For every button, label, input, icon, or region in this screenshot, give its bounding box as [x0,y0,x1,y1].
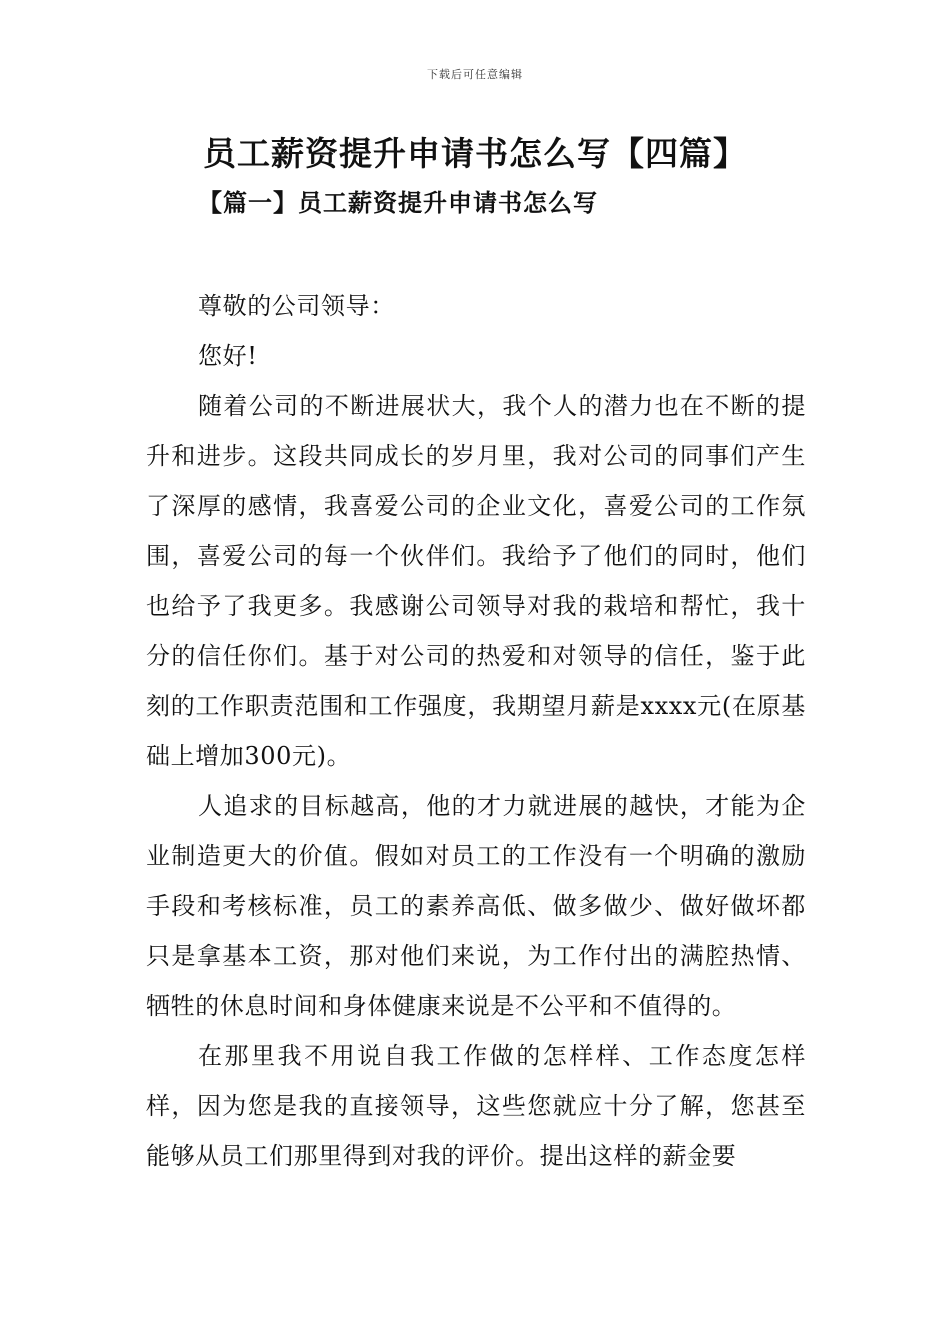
letter-body [146,281,806,1181]
paragraph: 随着公司的不断进展状大，我个人的潜力也在不断的提升和进步。这段共同成长的岁月里，我对公司的同事们产生了深厚的感情，我喜爱公司的企业文化，喜爱公司的工作氛围，喜爱公司的每一个伙伴们。我给予了他们的同时，他们也给予了我更多。我感谢公司领导对我的栽培和帮忙，我十分的信任你们。基于对公司的热爱和对领导的信任，鉴于此刻的工作职责范围和工作强度，我期望月薪是xxxx元(在原基础上增加300元)。 [146,392,806,770]
greeting: 您好! [198,342,258,370]
header-note: 下载后可任意编辑 [427,68,523,81]
salutation: 尊敬的公司领导： [198,292,395,320]
paragraph: 在那里我不用说自我工作做的怎样样、工作态度怎样样，因为您是我的直接领导，这些您就应十分了解，您甚至能够从员工们那里得到对我的评价。提出这样的薪金要 [146,1042,806,1170]
document-title: 员工薪资提升申请书怎么写【四篇】 [203,134,747,173]
paragraph: 人追求的目标越高，他的才力就进展的越快，才能为企业制造更大的价值。假如对员工的工作没有一个明确的激励手段和考核标准，员工的素养高低、做多做少、做好做坏都只是拿基本工资，那对他们来说，为工作付出的满腔热情、牺牲的休息时间和身体健康来说是不公平和不值得的。 [146,792,806,1020]
section-title: 【篇一】员工薪资提升申请书怎么写 [198,188,598,217]
